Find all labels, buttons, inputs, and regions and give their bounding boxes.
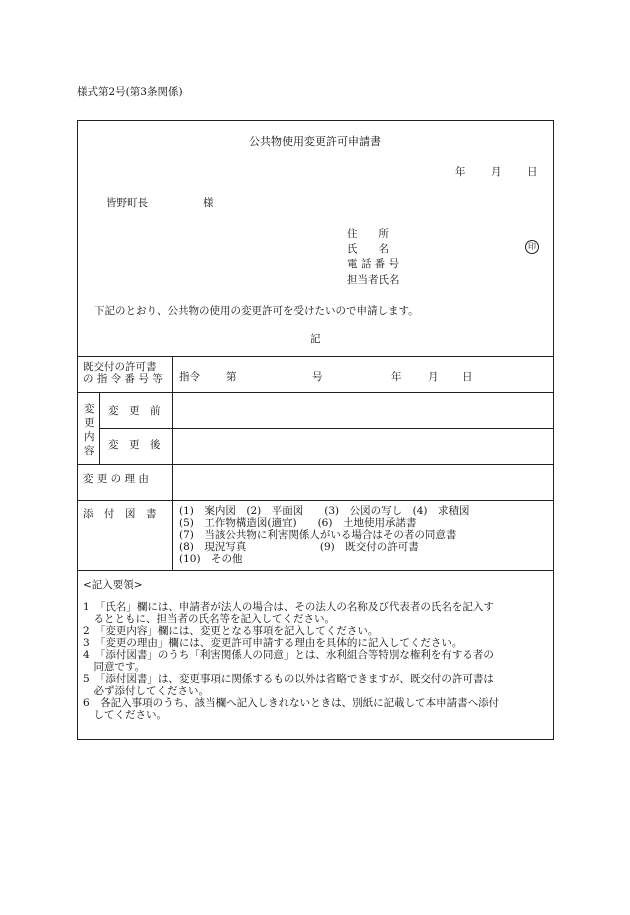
permit-number-label-1: 既交付の許可書 [83,361,157,373]
change-reason-label: 変 更 の 理 由 [83,473,149,485]
change-after-label: 変 更 後 [108,439,161,451]
permit-dai: 第 [226,371,237,383]
attachment-line-1: (1) 案内図 (2) 平面図 (3) 公図の写し (4) 求積図 [179,505,470,517]
date-day: 日 [527,166,538,178]
form-number-label: 様式第2号(第3条関係) [77,86,183,98]
note-line-4: 3 「変更の理由」欄には、変更許可申請する理由を具体的に記入してください。 [83,637,463,649]
date-year: 年 [455,166,466,178]
attachment-line-5: (10) その他 [179,553,243,565]
change-group-char-4: 容 [84,445,95,457]
form-title: 公共物使用変更許可申請書 [249,135,381,148]
divider-change-group [99,392,100,464]
notes-heading: <記入要領> [83,579,143,591]
change-group-char-3: 内 [84,431,95,443]
change-group-char-1: 変 [84,403,95,415]
permit-go: 号 [312,371,323,383]
permit-month: 月 [428,371,439,383]
note-line-6: 同意です。 [83,661,146,673]
divider-label-column [172,356,173,570]
addressee-honorific: 様 [203,197,214,209]
request-statement: 下記のとおり、公共物の使用の変更許可を受けたいので申請します。 [94,305,419,317]
note-line-10: してください。 [83,709,167,721]
permit-number-label-2: の 指 令 番 号 等 [83,373,163,385]
note-line-1: 1 「氏名」欄には、申請者が法人の場合は、その法人の名称及び代表者の氏名を記入す [83,601,494,613]
divider-header [77,356,554,357]
addressee-name: 皆野町長 [106,197,148,209]
seal-mark: 印 [525,240,539,254]
note-line-8: 必ず添付してください。 [83,685,209,697]
divider-permit [77,392,554,393]
note-line-7: 5 「添付図書」は、変更事項に関係するもの以外は省略できますが、既交付の許可書は [83,673,494,685]
attachments-label: 添 付 図 書 [83,508,157,520]
note-line-9: 6 各記入事項のうち、該当欄へ記入しきれないときは、別紙に記載して本申請書へ添付 [83,697,500,709]
divider-attach [77,570,554,571]
ki-heading: 記 [310,333,321,345]
applicant-name-label: 氏 名 [347,243,389,255]
applicant-address-label: 住 所 [347,228,389,240]
change-before-label: 変 更 前 [108,405,161,417]
attachment-line-4: (8) 現況写真 (9) 既交付の許可書 [179,541,419,553]
divider-reason [77,500,554,501]
attachment-line-2: (5) 工作物構造図(適宜) (6) 土地使用承諾書 [179,517,417,529]
change-group-char-2: 更 [84,417,95,429]
note-line-5: 4 「添付図書」のうち「利害関係人の同意」とは、水利組合等特別な権利を有する者の [83,649,494,661]
applicant-phone-label: 電 話 番 号 [347,258,400,270]
applicant-contact-label: 担当者氏名 [347,274,400,286]
permit-year: 年 [391,371,402,383]
permit-day: 日 [462,371,473,383]
date-month: 月 [491,166,502,178]
note-line-2: るとともに、担当者の氏名等を記入してください。 [83,613,335,625]
note-line-3: 2 「変更内容」欄には、変更となる事項を記入してください。 [83,625,379,637]
permit-shirei: 指令 [179,371,200,383]
divider-change-mid [99,428,554,429]
attachment-line-3: (7) 当該公共物に利害関係人がいる場合はその者の同意書 [179,529,457,541]
divider-change [77,464,554,465]
